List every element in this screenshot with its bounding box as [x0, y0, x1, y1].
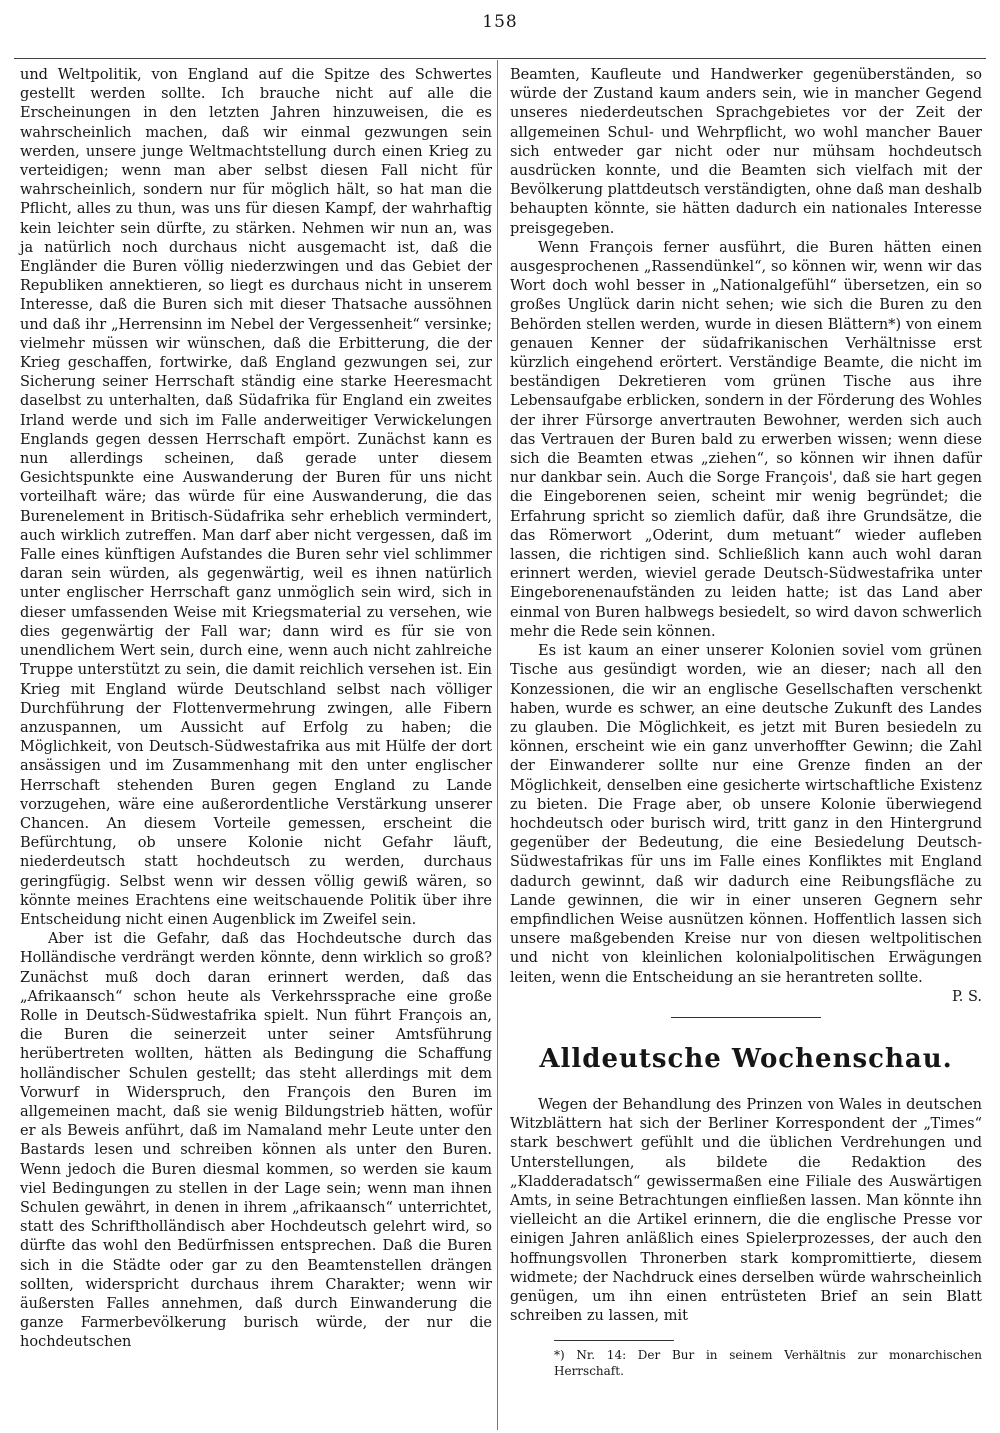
body-paragraph: Wenn François ferner ausführt, die Buren hätten einen ausgesprochenen „Rassendünkel“, so können wir, wenn wir das Wort doch wohl besser in „Nationalgefühl“ übersetzen, ein so großes Unglück darin nicht sehen; wie sich die Buren zu den Behörden stellen werden, wurde in diesen Blättern*) von einem genauen Kenner der südafrikanischen Verhältnisse erst kürzlich eingehend erörtert. Verständige Beamte, die nicht im beständigen Dekretieren vom grünen Tische aus ihre Lebensaufgabe erblicken, sondern in der Förderung des Wohles der ihrer Fürsorge anvertrauten Bewohner, werden sich auch das Vertrauen der Buren bald zu erwerben wissen; wenn diese sich die Beamten etwas „ziehen“, so können wir ihnen dafür nur dankbar sein. Auch die Sorge François', daß sie hart gegen die Eingeborenen seien, scheint mir wenig begründet; die Erfahrung spricht so ziemlich dafür, daß ihre Grundsätze, die das Römerwort „Oderint, dum metuant“ wieder aufleben lassen, die richtigen sind. Schließlich kann auch wohl daran erinnert werden, wieviel gerade Deutsch-Südwestafrika unter Eingeborenenaufständen zu leiden hatte; ist das Land aber einmal von Buren halbwegs besiedelt, so wird davon schwerlich mehr die Rede sein können. — [510, 239, 982, 640]
section-title: Alldeutsche Wochenschau. — [539, 1043, 953, 1074]
footnote-rule — [554, 1340, 674, 1341]
body-paragraph: Wegen der Behandlung des Prinzen von Wales in deutschen Witzblättern hat sich der Berliner Korrespondent der „Times“ stark beschwert gefühlt und die üblichen Verdrehungen und Unterstellungen, als bildete die Redaktion des „Kladderadatsch“ gewissermaßen eine Filiale des Auswärtigen Amts, in seine Betrachtungen einfließen lassen. Man könnte ihn vielleicht an die Artikel erinnern, die die englische Presse vor einigen Jahren anläßlich eines Spielerprozesses, der auch den hoffnungsvollen Thronerben stark kompromittierte, diesem widmete; der Nachdruck eines derselben würde wahrscheinlich genügen, um ihn einen entrüsteten Brief an sein Blatt schreiben zu lassen, mit — [510, 1096, 982, 1325]
body-paragraph: und Weltpolitik, von England auf die Spitze des Schwertes gestellt werden sollte. Ich brauche nicht auf alle die Erscheinungen in den letzten Jahren hinzuweisen, die es wahrscheinlich machen, daß wir einmal gezwungen sein werden, unsere junge Weltmachtstellung durch einen Krieg zu verteidigen; wenn man aber selbst diesen Fall nicht für wahrscheinlich, sondern nur für möglich hält, so hat man die Pflicht, alles zu thun, was uns für diesen Kampf, der wahrhaftig kein leichter sein dürfte, zu stärken. Nehmen wir nun an, was ja natürlich noch durchaus nicht ausgemacht ist, daß die Engländer die Buren völlig niederzwingen und das Gebiet der Republiken annektieren, so liegt es durchaus nicht in unserem Interesse, daß die Buren sich mit dieser Thatsache aussöhnen und daß ihr „Herrensinn im Nebel der Vergessenheit“ versinke; vielmehr müssen wir wünschen, daß die Erbitterung, die der Krieg geschaffen, fortwirke, daß England gezwungen sei, zur Sicherung seiner Herrschaft ständig eine starke Heeresmacht daselbst zu unterhalten, daß Südafrika für England ein zweites Irland werde und sich im Falle anderweitiger Verwickelungen Englands gegen dessen Herrschaft empört. Zunächst kann es nun allerdings scheinen, daß gerade unter diesem Gesichtspunkte eine Auswanderung der Buren für uns nicht vorteilhaft wäre; das würde für eine Auswanderung, die das Burenelement in Britisch-Südafrika sehr erheblich vermindert, auch wirklich zutreffen. Man darf aber nicht vergessen, daß im Falle eines künftigen Aufstandes die Buren sehr viel schlimmer daran sein würden, als gegenwärtig, weil es ihnen natürlich unter englischer Herrschaft ganz unmöglich sein wird, sich in dieser umfassenden Weise mit Kriegsmaterial zu versehen, wie dies gegenwärtig der Fall war; dann wird es für sie von unendlichem Wert sein, durch eine, wenn auch nicht zahlreiche Truppe unterstützt zu sein, die damit reichlich versehen ist. Ein Krieg mit England würde Deutschland selbst nach völliger Durchführung der Flottenvermehrung zwingen, alle Fibern anzuspannen, um Aussicht auf Erfolg zu haben; die Möglichkeit, von Deutsch-Südwestafrika aus mit Hülfe der dort ansässigen und im Zusammenhang mit den unter englischer Herrschaft stehenden Buren gegen England zu Lande vorzugehen, wäre eine außerordentliche Verstärkung unserer Chancen. An diesem Vorteile gemessen, erscheint die Befürchtung, ob unsere Kolonie nicht Gefahr läuft, niederdeutsch statt hochdeutsch zu werden, durchaus geringfügig. Selbst wenn wir dessen völlig gewiß wären, so könnte meines Erachtens eine weitschauende Politik über ihre Entscheidung nicht einen Augenblick im Zweifel sein. — [20, 67, 492, 928]
section-rule — [671, 1017, 821, 1018]
footnote: *) Nr. 14: Der Bur in seinem Verhältnis zur monarchischen Herrschaft. — [554, 1348, 982, 1379]
body-paragraph: Beamten, Kaufleute und Handwerker gegenüberständen, so würde der Zustand kaum anders sein, wie in mancher Gegend unseres niederdeutschen Sprachgebietes vor der Zeit der allgemeinen Schul- und Wehrpflicht, wo wohl mancher Bauer sich entweder gar nicht oder nur mühsam hochdeutsch ausdrücken konnte, und die Beamten sich vielfach mit der Bevölkerung plattdeutsch verständigten, ohne daß man deshalb behaupten könnte, sie hätten dadurch ein nationales Interesse preisgegeben. — [510, 67, 982, 237]
right-column — [510, 66, 982, 1379]
column-divider — [497, 60, 498, 1430]
body-paragraph: Aber ist die Gefahr, daß das Hochdeutsche durch das Holländische verdrängt werden könnte, denn wirklich so groß? Zunächst muß doch daran erinnert werden, daß das „Afrikaansch“ schon heute als Verkehrssprache eine große Rolle in Deutsch-Südwestafrika spielt. Nun führt François an, die Buren die seinerzeit unter seiner Amtsführung herübertreten wollten, hätten als Bedingung die Schaffung holländischer Schulen gestellt; das steht allerdings mit dem Vorwurf in Widerspruch, den François den Buren im allgemeinen macht, daß sie wenig Bildungstrieb hätten, wofür er als Beweis anführt, daß im Namaland mehr Leute unter den Bastards lesen und schreiben können als unter den Buren. Wenn jedoch die Buren diesmal kommen, so werden sie kaum viel Bedingungen zu stellen in der Lage sein; wenn man ihnen Schulen gewährt, in denen in ihrem „afrikaansch“ unterrichtet, statt des Schriftholländisch aber Hochdeutsch gelehrt wird, so dürfte das wohl den Bedürfnissen entsprechen. Daß die Buren sich in die Städte oder gar zu den Beamtenstellen drängen sollten, widerspricht durchaus ihrem Charakter; wenn wir äußersten Falles annehmen, daß durch Einwanderung die ganze Farmerbevölkerung burisch würde, der nur die hochdeutschen — [20, 931, 492, 1351]
header-rule — [14, 58, 986, 59]
page-number: 158 — [482, 12, 518, 32]
body-paragraph: Es ist kaum an einer unserer Kolonien soviel vom grünen Tische aus gesündigt worden, wie an dieser; nach all den Konzessionen, die wir an englische Gesellschaften verschenkt haben, wurde es schwer, an eine deutsche Zukunft des Landes zu glauben. Die Möglichkeit, es jetzt mit Buren besiedeln zu können, erscheint wie ein ganz unverhoffter Gewinn; die Zahl der Einwanderer sollte nur eine Grenze finden an der Möglichkeit, denselben eine gesicherte wirtschaftliche Existenz zu bieten. Die Frage aber, ob unsere Kolonie überwiegend hochdeutsch oder burisch wird, tritt ganz in den Hintergrund gegenüber der Bedeutung, die eine Besiedelung Deutsch-Südwestafrikas für uns im Falle eines Konfliktes mit England dadurch gewinnt, daß wir dadurch eine Reibungsfläche zu Lande gewinnen, die wir in einer unseren Gegnern sehr empfindlichen Weise ausnützen können. Hoffentlich lassen sich unsere maßgebenden Kreise nur von diesen weltpolitischen und nicht von kleinlichen kolonialpolitischen Erwägungen leiten, wenn die Entscheidung an sie herantreten sollte. — [510, 643, 982, 986]
left-column — [20, 66, 492, 1353]
author-signature: P. S. — [951, 988, 982, 1005]
